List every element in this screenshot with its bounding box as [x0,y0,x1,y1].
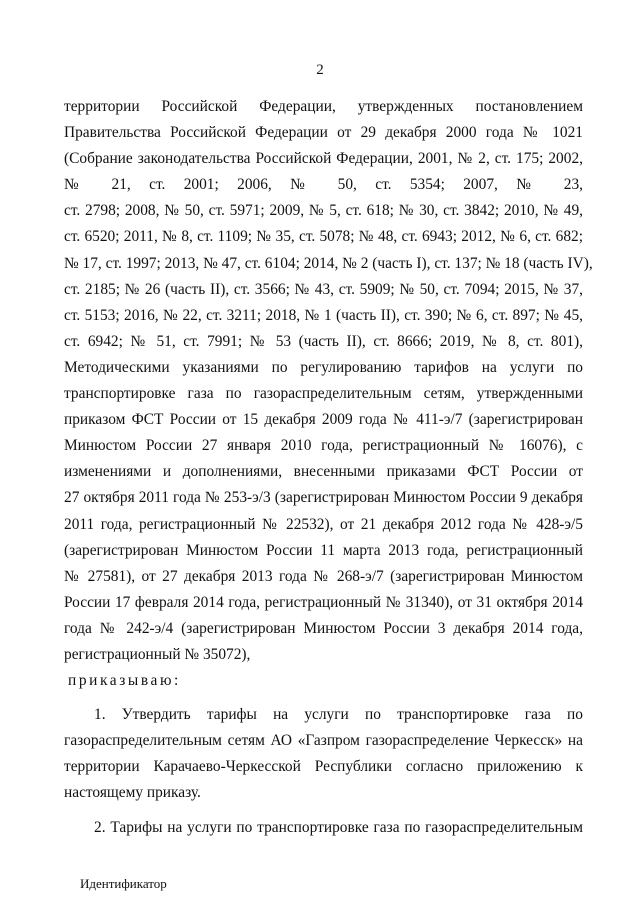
text-line: 2011 года, регистрационный № 22532), от 21 декабря 2012 года № 428-э/5 [64,515,583,533]
text-line: транспортировке газа по газораспределительным сетям, утвержденными [64,385,583,403]
item-1-line: территории Карачаево-Черкесской Республики согласно приложению к [64,758,583,776]
text-line: ст. 2185; № 26 (часть II), ст. 3566; № 43, ст. 5909; № 50, ст. 7094; 2015, № 37, [64,280,583,298]
text-line: № 27581), от 27 декабря 2013 года № 268-э/7 (зарегистрирован Минюстом [64,567,583,585]
item-1-line: 1. Утвердить тарифы на услуги по транспортировке газа по [94,706,583,724]
footer-identifier: Идентификатор [80,876,167,891]
text-line: (зарегистрирован Минюстом России 11 марта 2013 года, регистрационный [64,541,583,559]
document-body [64,94,593,841]
order-word: приказываю: [68,672,181,690]
text-line: № 17, ст. 1997; 2013, № 47, ст. 6104; 2014, № 2 (часть I), ст. 137; № 18 (часть IV), [64,254,593,272]
text-line: изменениями и дополнениями, внесенными приказами ФСТ России от [64,463,583,481]
item-1-line: настоящему приказу. [64,784,201,802]
item-1-line: газораспределительным сетям АО «Газпром газораспределение Черкесск» на [64,732,583,750]
text-line: территории Российской Федерации, утвержденных постановлением [64,98,583,115]
text-line: года № 242-э/4 (зарегистрирован Минюстом России 3 декабря 2014 года, [64,619,583,637]
text-line: Методическими указаниями по регулированию тарифов на услуги по [64,358,583,376]
text-line: Минюстом России 27 января 2010 года, регистрационный № 16076), с [64,437,583,455]
page-number: 2 [316,62,324,78]
item-2-line: 2. Тарифы на услуги по транспортировке газа по газораспределительным [94,818,583,836]
text-line: (Собрание законодательства Российской Федерации, 2001, № 2, ст. 175; 2002, [64,150,583,168]
text-line: 27 октября 2011 года № 253-э/3 (зарегистрирован Минюстом России 9 декабря [64,489,583,507]
text-line: Правительства Российской Федерации от 29 декабря 2000 года № 1021 [64,124,583,142]
text-line: ст. 5153; 2016, № 22, ст. 3211; 2018, № 1 (часть II), ст. 390; № 6, ст. 897; № 45, [64,306,583,324]
text-line: ст. 6942; № 51, ст. 7991; № 53 (часть II), ст. 8666; 2019, № 8, ст. 801), [64,332,583,350]
text-line: № 21, ст. 2001; 2006, № 50, ст. 5354; 2007, № 23, [64,176,583,194]
text-line: России 17 февраля 2014 года, регистрационный № 31340), от 31 октября 2014 [64,593,583,611]
text-line: ст. 6520; 2011, № 8, ст. 1109; № 35, ст. 5078; № 48, ст. 6943; 2012, № 6, ст. 682; [64,228,583,246]
text-line: регистрационный № 35072), [64,645,251,663]
text-line: ст. 2798; 2008, № 50, ст. 5971; 2009, № 5, ст. 618; № 30, ст. 3842; 2010, № 49, [64,202,583,220]
text-line: приказом ФСТ России от 15 декабря 2009 года № 411-э/7 (зарегистрирован [64,411,583,429]
